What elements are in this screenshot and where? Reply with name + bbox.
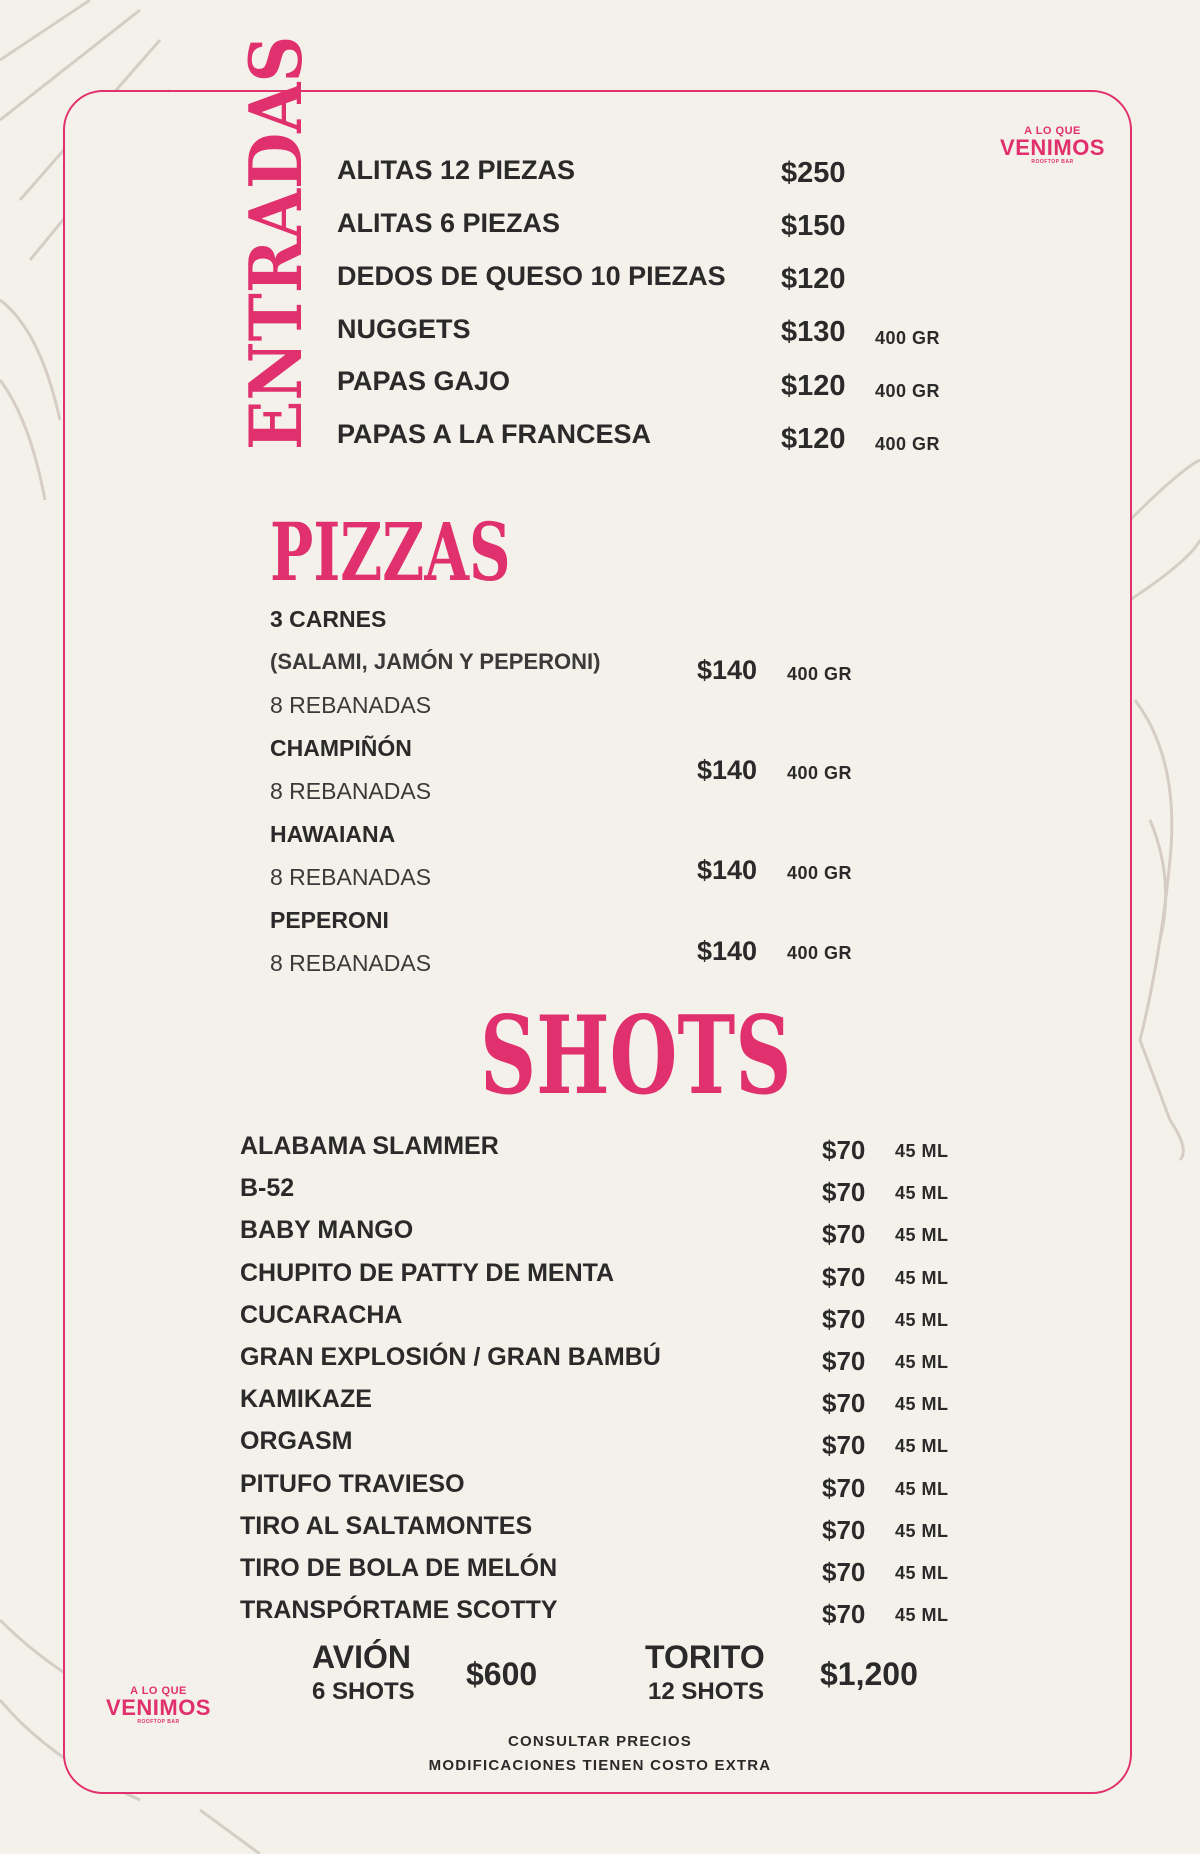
- pizzas-title: PIZZAS: [270, 505, 511, 599]
- footer-note-modifications: MODIFICACIONES TIENEN COSTO EXTRA: [428, 1757, 772, 1774]
- pizza-unit: 400 GR: [787, 763, 853, 783]
- shot-name: TRANSPÓRTAME SCOTTY: [240, 1596, 558, 1624]
- entrada-name: DEDOS DE QUESO 10 PIEZAS: [337, 261, 726, 291]
- pizza-price: $140: [697, 855, 758, 885]
- shot-price: $70: [822, 1557, 866, 1587]
- entrada-price: $250: [781, 157, 846, 189]
- shot-name: TIRO DE BOLA DE MELÓN: [240, 1554, 558, 1582]
- shot-unit: 45 ML: [895, 1605, 949, 1625]
- pizza-price: $140: [697, 936, 758, 966]
- shot-price: $70: [822, 1135, 866, 1165]
- entrada-unit: 400 GR: [875, 328, 941, 348]
- shot-unit: 45 ML: [895, 1141, 949, 1161]
- shot-name: ALABAMA SLAMMER: [240, 1132, 499, 1160]
- entrada-name: PAPAS A LA FRANCESA: [337, 419, 652, 449]
- shot-price: $70: [822, 1262, 866, 1292]
- combo-name: TORITO: [645, 1639, 765, 1675]
- shot-price: $70: [822, 1346, 866, 1376]
- shot-name: BABY MANGO: [240, 1216, 414, 1244]
- shot-unit: 45 ML: [895, 1394, 949, 1414]
- menu-card: [63, 90, 1132, 1794]
- pizza-unit: 400 GR: [787, 943, 853, 963]
- pizza-name: 3 CARNES: [270, 606, 387, 632]
- combo-name: AVIÓN: [312, 1639, 411, 1675]
- logo-top-text: A LO QUE: [130, 1685, 187, 1697]
- pizza-slices: 8 REBANADAS: [270, 950, 432, 976]
- pizza-name: HAWAIANA: [270, 821, 396, 847]
- shot-name: CUCARACHA: [240, 1301, 403, 1329]
- pizza-unit: 400 GR: [787, 863, 853, 883]
- logo-sub-text: ROOFTOP BAR: [137, 1719, 180, 1725]
- footer-note-prices: CONSULTAR PRECIOS: [507, 1733, 693, 1750]
- brand-logo-footer: [96, 1686, 221, 1725]
- shot-price: $70: [822, 1304, 866, 1334]
- shot-unit: 45 ML: [895, 1436, 949, 1456]
- entrada-price: $120: [781, 423, 846, 455]
- entradas-title: ENTRADAS: [233, 35, 318, 450]
- pizza-price: $140: [697, 655, 758, 685]
- combo-sub: 6 SHOTS: [312, 1678, 415, 1705]
- shot-name: KAMIKAZE: [240, 1385, 372, 1413]
- entrada-price: $120: [781, 263, 846, 295]
- shot-unit: 45 ML: [895, 1352, 949, 1372]
- shot-unit: 45 ML: [895, 1563, 949, 1583]
- logo-main-text: VENIMOS: [106, 1695, 211, 1720]
- pizza-slices: 8 REBANADAS: [270, 864, 432, 890]
- shot-name: B-52: [240, 1174, 295, 1202]
- pizza-name: PEPERONI: [270, 907, 389, 933]
- shot-price: $70: [822, 1473, 866, 1503]
- entrada-price: $130: [781, 316, 846, 348]
- shot-unit: 45 ML: [895, 1225, 949, 1245]
- pizza-price: $140: [697, 755, 758, 785]
- logo-main-text: VENIMOS: [1000, 135, 1105, 160]
- pizza-unit: 400 GR: [787, 664, 853, 684]
- pizza-name: CHAMPIÑÓN: [270, 735, 412, 761]
- shot-name: CHUPITO DE PATTY DE MENTA: [240, 1259, 615, 1287]
- entrada-name: ALITAS 12 PIEZAS: [337, 155, 576, 185]
- shot-name: TIRO AL SALTAMONTES: [240, 1512, 533, 1540]
- logo-sub-text: ROOFTOP BAR: [1031, 159, 1074, 165]
- shot-unit: 45 ML: [895, 1268, 949, 1288]
- pizza-slices: 8 REBANADAS: [270, 692, 432, 718]
- entrada-unit: 400 GR: [875, 434, 941, 454]
- logo-top-text: A LO QUE: [1024, 125, 1081, 137]
- combo-sub: 12 SHOTS: [648, 1678, 765, 1705]
- shot-unit: 45 ML: [895, 1310, 949, 1330]
- shot-name: GRAN EXPLOSIÓN / GRAN BAMBÚ: [240, 1343, 661, 1371]
- shot-unit: 45 ML: [895, 1479, 949, 1499]
- entrada-unit: 400 GR: [875, 381, 941, 401]
- pizza-detail: (SALAMI, JAMÓN Y PEPERONI): [270, 649, 601, 674]
- shot-price: $70: [822, 1388, 866, 1418]
- brand-logo: [990, 126, 1115, 165]
- combo-price: $1,200: [820, 1656, 918, 1692]
- shot-price: $70: [822, 1430, 866, 1460]
- pizza-slices: 8 REBANADAS: [270, 778, 432, 804]
- shot-price: $70: [822, 1177, 866, 1207]
- shots-title: SHOTS: [480, 993, 792, 1119]
- shot-price: $70: [822, 1599, 866, 1629]
- entrada-price: $150: [781, 210, 846, 242]
- shot-price: $70: [822, 1219, 866, 1249]
- entrada-name: NUGGETS: [337, 314, 471, 344]
- combo-price: $600: [466, 1656, 538, 1692]
- shot-name: PITUFO TRAVIESO: [240, 1470, 465, 1498]
- entrada-name: ALITAS 6 PIEZAS: [337, 208, 561, 238]
- shot-name: ORGASM: [240, 1427, 353, 1455]
- entrada-price: $120: [781, 370, 846, 402]
- shot-unit: 45 ML: [895, 1521, 949, 1541]
- shot-unit: 45 ML: [895, 1183, 949, 1203]
- entrada-name: PAPAS GAJO: [337, 366, 511, 396]
- shot-price: $70: [822, 1515, 866, 1545]
